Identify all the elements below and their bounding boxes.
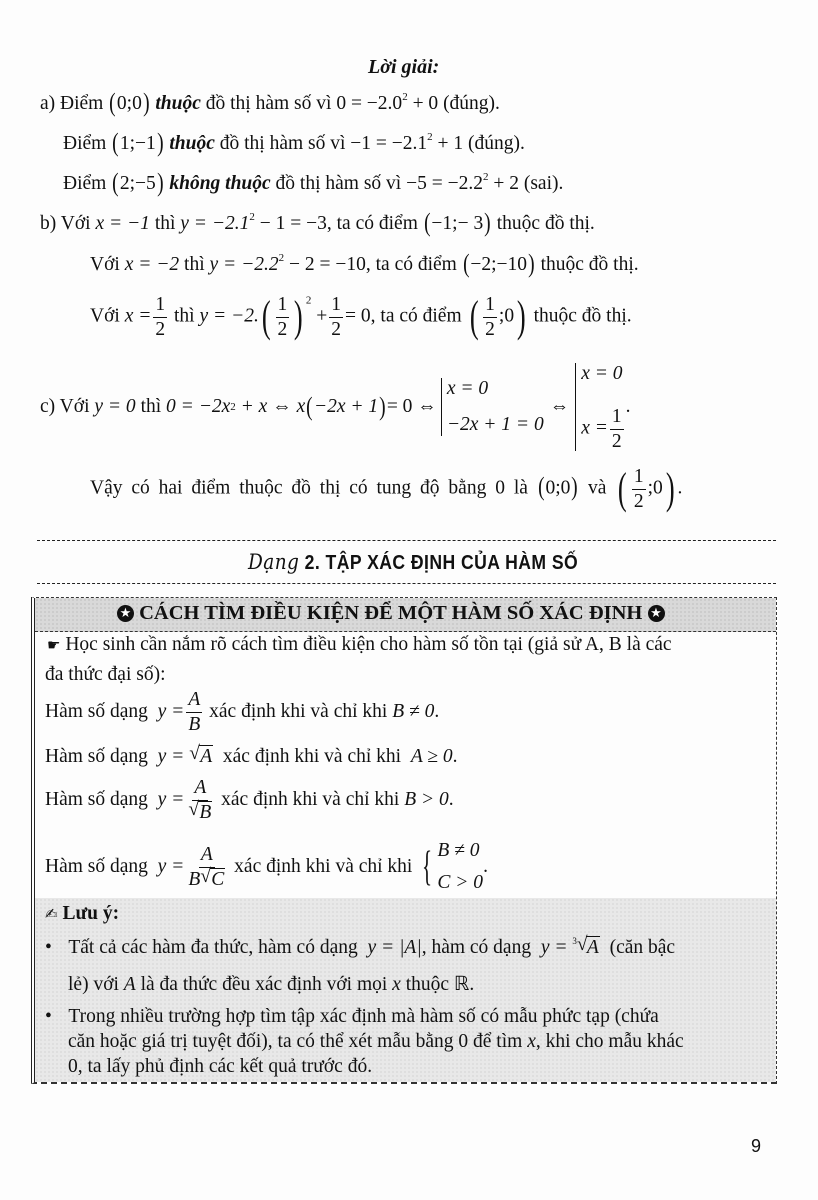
label: c) Với xyxy=(40,396,90,417)
label: Điểm xyxy=(63,173,107,194)
verdict: (đúng). xyxy=(443,93,500,114)
bracket-system-2 xyxy=(575,363,625,451)
text: xác định khi và chỉ khi xyxy=(209,701,388,722)
cube-root-icon: √ xyxy=(576,934,588,955)
numerator: 1 xyxy=(153,295,167,318)
text: xác định khi và chỉ khi xyxy=(234,856,413,877)
verdict: (đúng). xyxy=(468,133,525,154)
condition: x = −1 xyxy=(95,213,150,234)
part-b-line-3: Với x = $\frac{1}{2}$ thì y = −2.( $\frac{1}{2}$ ) $^2$ + $\frac{1}{2}$ = 0, ta có điểm ( $\frac{1}{2}$ ;0) thuộc đồ thị. xyxy=(90,292,632,341)
rule-3 xyxy=(45,778,454,822)
label: Điểm xyxy=(63,133,107,154)
box-header-row xyxy=(117,602,665,625)
text: Trong nhiều trường hợp tìm tập xác định mà hàm số có mẫu phức tạp (chứa xyxy=(68,1006,659,1027)
operator: + xyxy=(316,305,328,327)
exponent: 2 xyxy=(305,294,312,307)
radicand: A xyxy=(586,937,599,958)
text: , khi cho mẫu khác xyxy=(535,1031,684,1052)
denominator: 2 xyxy=(277,318,288,340)
part-b-line-2: Với x = −2 thì $y = -2.2^2 - 2 = -10$, ta có điểm (−2;−10) thuộc đồ thị. xyxy=(90,249,639,278)
expr: x xyxy=(527,1031,536,1052)
condition: A ≥ 0 xyxy=(410,746,453,767)
expr: x = xyxy=(124,305,152,327)
rule-2 xyxy=(45,743,458,768)
text: Hàm số dạng xyxy=(45,856,148,877)
label: Với xyxy=(90,254,120,275)
denominator: B xyxy=(188,868,201,890)
text: thuộc đồ thị. xyxy=(496,213,595,234)
exponent: 2 xyxy=(278,252,285,264)
expr: y = −2.2 xyxy=(209,254,279,275)
text: thuộc đồ thị. xyxy=(540,254,639,275)
numerator: A xyxy=(199,845,215,868)
text: , hàm có dạng xyxy=(421,937,532,958)
point: −2;−10 xyxy=(470,254,528,275)
text: (căn bậc xyxy=(609,937,676,958)
text: Học sinh cần nắm rõ cách tìm điều kiện cho hàm số tồn tại (giả sử A, B là các xyxy=(65,634,672,655)
denominator: 2 xyxy=(633,490,644,512)
numerator: A xyxy=(192,778,208,801)
verdict: (sai). xyxy=(523,173,564,194)
numerator: 1 xyxy=(632,467,646,490)
text: thuộc đồ thị. xyxy=(533,305,632,327)
status: không thuộc xyxy=(169,173,271,194)
expr: y = xyxy=(157,746,185,767)
expr: + 1 xyxy=(437,133,464,154)
text: đồ thị hàm số vì xyxy=(219,133,346,154)
expr: y = −2.1 xyxy=(180,213,250,234)
expr: = 0 xyxy=(345,305,371,327)
section-heading xyxy=(248,550,578,575)
part-a-line-2: Điểm (1;−1) thuộc đồ thị hàm số vì $-1 = -2.1^2 + 1$ (đúng). xyxy=(63,128,525,157)
point: 2;−5 xyxy=(119,173,156,194)
text: thì xyxy=(184,254,205,275)
text: , ta có điểm xyxy=(326,213,418,234)
writing-hand-icon: ✍ xyxy=(45,905,58,923)
note-bullet-2-line-2 xyxy=(68,1031,684,1053)
intro-line-1 xyxy=(47,634,672,656)
box-header-text: CÁCH TÌM ĐIỀU KIỆN ĐỂ MỘT HÀM SỐ XÁC ĐỊNH xyxy=(139,602,643,624)
text: . xyxy=(625,396,631,417)
label: b) Với xyxy=(40,213,91,234)
exponent: 2 xyxy=(402,91,408,103)
box-header xyxy=(35,598,776,632)
text: là đa thức đều xác định với mọi xyxy=(140,974,388,995)
text: thuộc ℝ. xyxy=(405,974,475,995)
expr: x = xyxy=(581,417,608,439)
text: Hàm số dạng xyxy=(45,789,148,810)
section-script-label: Dạng xyxy=(248,550,300,574)
text: đồ thị hàm số vì xyxy=(275,173,402,194)
text: đồ thị hàm số vì xyxy=(205,93,332,114)
operator: ⇔ xyxy=(549,396,570,417)
star-icon: ★ xyxy=(117,605,134,622)
text: thì xyxy=(174,305,195,327)
expr: 0 = −2.0 xyxy=(336,93,403,114)
text: . xyxy=(677,477,683,499)
root-index: 3 xyxy=(572,936,577,946)
exponent: 2 xyxy=(482,171,489,183)
denominator: 2 xyxy=(331,318,342,340)
exponent: 2 xyxy=(427,131,433,143)
divider xyxy=(37,540,776,541)
point: 1;−1 xyxy=(119,133,156,154)
text: lẻ) với xyxy=(68,974,119,995)
condition: y = 0 xyxy=(94,396,136,417)
numerator: 1 xyxy=(610,407,624,430)
text: , ta có điểm xyxy=(365,254,457,275)
expr: −2x + 1 xyxy=(313,396,379,417)
point: 0;0 xyxy=(116,93,142,114)
rule-1 xyxy=(45,690,439,734)
part-c-line: c) Với y = 0 thì 0 = −2x 2 + x ⇔ x ( −2x + 1 ) = 0 ⇔ x = 0 −2x + 1 = 0 ⇔ x = 0 x = $\frac{1}{2}$ . xyxy=(40,363,631,452)
system-line: −2x + 1 = 0 xyxy=(446,414,544,435)
expr: − 1 = −3 xyxy=(259,213,327,234)
denominator: 2 xyxy=(485,318,495,340)
intro-line-2: đa thức đại số): xyxy=(45,664,166,685)
expr: + x ⇔ x xyxy=(240,396,306,417)
radicand: C xyxy=(211,868,225,890)
info-box xyxy=(31,597,777,1084)
numerator: A xyxy=(186,690,202,713)
radicand: A xyxy=(200,746,213,767)
denominator: B xyxy=(188,713,201,735)
expr: A xyxy=(123,974,136,995)
expr: −5 = −2.2 xyxy=(406,173,483,194)
expr: y = xyxy=(157,701,185,722)
system-line xyxy=(581,407,625,451)
system-line: B ≠ 0 xyxy=(437,840,480,861)
note-bullet-1-line-1 xyxy=(45,934,676,959)
text: . xyxy=(434,701,440,722)
point: ;0 xyxy=(647,477,663,499)
exponent: 2 xyxy=(249,211,255,223)
text: xác định khi và chỉ khi xyxy=(222,746,402,767)
text: . xyxy=(448,789,454,810)
bullet-icon: • xyxy=(45,1006,52,1027)
text: thì xyxy=(140,396,162,417)
point: ;0 xyxy=(498,305,515,327)
system-line: x = 0 xyxy=(581,363,623,384)
condition: x = −2 xyxy=(124,254,180,275)
pointing-hand-icon: ☛ xyxy=(47,636,61,654)
point: 0;0 xyxy=(545,477,571,499)
bullet-icon: • xyxy=(45,937,52,958)
expr: y = xyxy=(157,789,185,810)
part-b-line-1: b) Với x = −1 thì $y = -2.1^2 - 1 = -3$, ta có điểm (−1;− 3) thuộc đồ thị. xyxy=(40,208,595,237)
condition: B ≠ 0 xyxy=(392,701,435,722)
section-title: 2. TẬP XÁC ĐỊNH CỦA HÀM SỐ xyxy=(304,552,579,574)
text: . xyxy=(452,746,458,767)
expr: = 0 ⇔ xyxy=(386,396,437,417)
conclusion: Vậy có hai điểm thuộc đồ thị có tung độ bằng 0 là (0;0) và ( $\frac{1}{2}$ ;0) . xyxy=(90,464,683,513)
expr: 0 = −2x xyxy=(166,396,231,417)
note-bullet-1-line-2 xyxy=(68,972,474,996)
expr: y = xyxy=(157,856,185,877)
expr: y = −2. xyxy=(199,305,259,327)
denominator: 2 xyxy=(155,318,166,340)
status: thuộc xyxy=(169,133,215,154)
denominator: 2 xyxy=(611,430,622,452)
note-bullet-2-line-1 xyxy=(45,1006,659,1028)
part-a-line-3: Điểm (2;−5) không thuộc đồ thị hàm số vì $-5 = -2.2^2 + 2$ (sai). xyxy=(63,168,564,197)
page-number: 9 xyxy=(751,1136,762,1156)
text: xác định khi và chỉ khi xyxy=(221,789,400,810)
label: a) Điểm xyxy=(40,93,104,114)
system-line: x = 0 xyxy=(446,378,489,399)
solution-title: Lời giải: xyxy=(368,56,440,78)
expr: − 2 = −10 xyxy=(289,254,366,275)
brace-icon: { xyxy=(422,844,433,890)
note-title: Lưu ý: xyxy=(62,903,120,924)
numerator: 1 xyxy=(329,295,343,318)
status: thuộc xyxy=(155,93,201,114)
sqrt-icon: √ xyxy=(188,798,200,820)
text: căn hoặc giá trị tuyệt đối), ta có thể xét mẫu bằng 0 để tìm xyxy=(68,1031,523,1052)
sqrt-icon: √ xyxy=(200,865,211,887)
text: , ta có điểm xyxy=(370,305,462,327)
expr: + 0 xyxy=(412,93,439,114)
text: Hàm số dạng xyxy=(45,701,148,722)
text: Tất cả các hàm đa thức, hàm có dạng xyxy=(68,937,358,958)
text: và xyxy=(587,477,607,499)
numerator: 1 xyxy=(483,295,497,318)
text: Hàm số dạng xyxy=(45,746,148,767)
rule-4 xyxy=(45,840,488,894)
text: thì xyxy=(154,213,176,234)
expr: + 2 xyxy=(493,173,519,194)
text: Vậy có hai điểm thuộc đồ thị có tung độ bằng 0 là xyxy=(90,477,528,499)
expr: x xyxy=(392,974,401,995)
bracket-system-1 xyxy=(441,378,544,436)
expr: y = |A| xyxy=(367,937,422,958)
point: −1;− 3 xyxy=(431,213,484,234)
expr: −1 = −2.1 xyxy=(350,133,428,154)
sqrt-icon: √ xyxy=(189,743,200,764)
condition: B > 0 xyxy=(404,789,449,810)
star-icon: ★ xyxy=(648,605,665,622)
divider xyxy=(37,583,776,584)
text: . xyxy=(483,856,488,877)
part-a-line-1: a) Điểm (0;0) thuộc đồ thị hàm số vì $0 = -2.0^2 + 0$ (đúng). xyxy=(40,88,500,117)
label: Với xyxy=(90,305,120,327)
numerator: 1 xyxy=(276,295,290,318)
system-line: C > 0 xyxy=(437,872,484,893)
radicand: B xyxy=(199,801,212,823)
note-bullet-2-line-3: 0, ta lấy phủ định các kết quả trước đó. xyxy=(68,1056,373,1077)
expr: y = xyxy=(540,937,568,958)
note-title-row xyxy=(45,903,119,925)
